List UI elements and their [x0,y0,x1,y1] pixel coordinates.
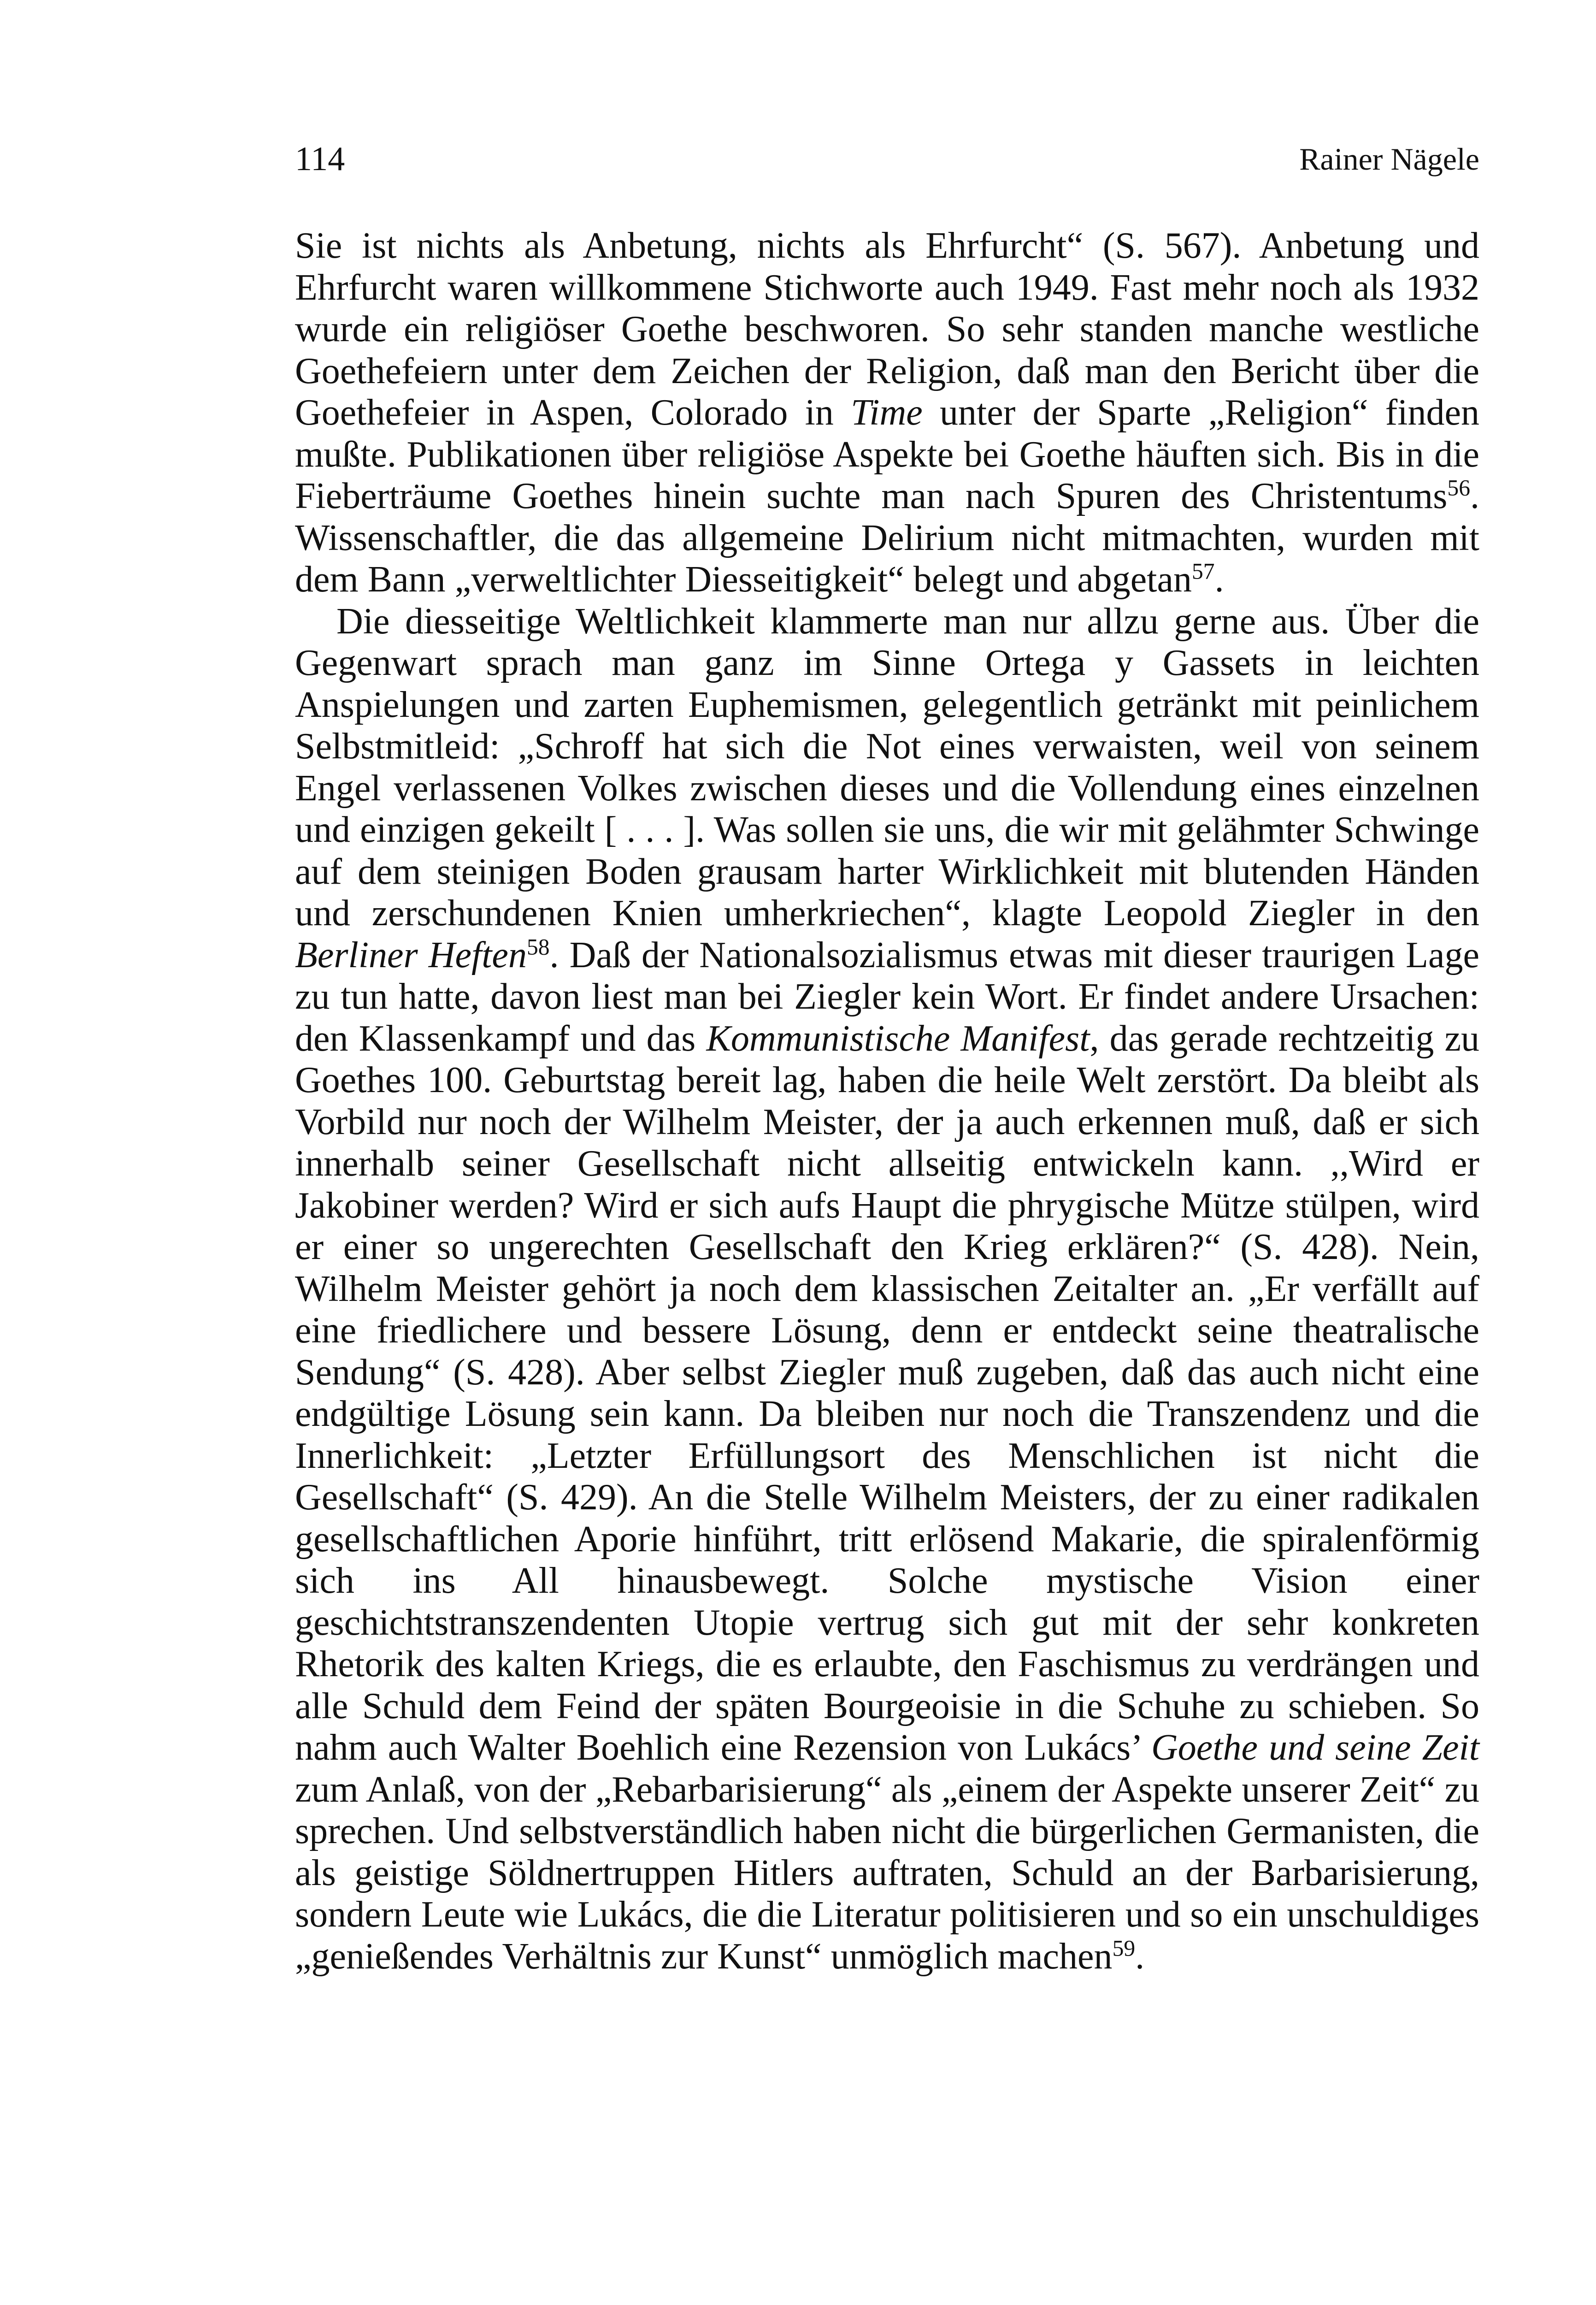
text-run: . [1214,559,1224,600]
italic-title: Goethe und seine Zeit [1151,1727,1480,1768]
text-run: . Daß der Nationalsozialismus etwas mit dieser traurigen Lage zu tun hatte, davon liest man bei Ziegler kein Wort. Er findet andere Ursachen: den Klassenkampf und das [295,934,1480,1059]
text-run: zum Anlaß, von der „Rebarbarisierung“ als „einem der Aspekte unserer Zeit“ zu sprechen. Und selbstverständlich haben nicht die bürgerlichen Germanisten, die als geistige Söldnertruppen Hitlers auftraten, Schuld an der Barbarisierung, sondern Leute wie Lukács, die die Literatur politisieren und so ein unschuldiges „genießendes Verhältnis zur Kunst“ unmöglich machen [295,1769,1479,1977]
text-run: unter der Sparte „Religion“ finden mußte. Publikationen über religiöse Aspekte bei Goethe häuften sich. Bis in die Fieberträume Goethes hinein suchte man nach Spuren des Christentums [295,392,1479,516]
page-number: 114 [295,140,345,178]
text-run: Sie ist nichts als Anbetung, nichts als Ehrfurcht“ (S. 567). Anbetung und Ehrfurcht waren willkommene Stichworte auch 1949. Fast mehr noch als 1932 wurde ein religiöser Goethe beschworen. So sehr standen manche westliche Goethefeiern unter dem Zeichen der Religion, daß man den Bericht über die Goethefeier in Aspen, Colorado in [295,225,1479,433]
footnote-ref: 56 [1447,475,1470,501]
page-header [295,134,1479,189]
text-run: . Wissenschaftler, die das allgemeine Delirium nicht mitmachten, wurden mit dem Bann „verweltlichter Diesseitigkeit“ belegt und abgetan [295,476,1479,600]
footnote-ref: 58 [526,934,550,960]
italic-title: Berliner Heften [295,934,527,975]
footnote-ref: 59 [1112,1935,1136,1961]
italic-title: Kommunistische Manifest [706,1018,1090,1059]
paragraph [295,601,1479,1978]
text-run: , das gerade rechtzeitig zu Goethes 100. Geburtstag bereit lag, haben die heile Welt zerstört. Da bleibt als Vorbild nur noch der Wilhelm Meister, der ja auch erkennen muß, daß er sich innerhalb seiner Gesellschaft nicht allseitig entwickeln kann. ,,Wird er Jakobiner werden? Wird er sich aufs Haupt die phrygische Mütze stülpen, wird er einer so ungerechten Gesellschaft den Krieg erklären?“ (S. 428). Nein, Wilhelm Meister gehört ja noch dem klassischen Zeitalter an. „Er verfällt auf eine friedlichere und bessere Lösung, denn er entdeckt seine theatralische Sendung“ (S. 428). Aber selbst Ziegler muß zugeben, daß das auch nicht eine endgültige Lösung sein kann. Da bleiben nur noch die Transzendenz und die Innerlichkeit: „Letzter Erfüllungsort des Menschlichen ist nicht die Gesellschaft“ (S. 429). An die Stelle Wilhelm Meisters, der zu einer radikalen gesellschaftlichen Aporie hinführt, tritt erlösend Makarie, die spiralenförmig sich ins All hinausbewegt. Solche mystische Vision einer geschichtstranszendenten Utopie vertrug sich gut mit der sehr konkreten Rhetorik des kalten Kriegs, die es erlaubte, den Faschismus zu verdrängen und alle Schuld dem Feind der späten Bourgeoisie in die Schuhe zu schieben. So nahm auch Walter Boehlich eine Rezension von Lukács’ [295,1018,1480,1768]
footnote-ref: 57 [1191,558,1215,584]
text-run: Die diesseitige Weltlichkeit klammerte man nur allzu gerne aus. Über die Gegenwart sprach man ganz im Sinne Ortega y Gassets in leichten Anspielungen und zarten Euphemismen, gelegentlich getränkt mit peinlichem Selbstmitleid: „Schroff hat sich die Not eines verwaisten, weil von seinem Engel verlassenen Volkes zwischen dieses und die Vollendung eines einzelnen und einzigen gekeilt [ . . . ]. Was sollen sie uns, die wir mit gelähmter Schwinge auf dem steinigen Boden grausam harter Wirklichkeit mit blutenden Händen und zerschundenen Knien umherkriechen“, klagte Leopold Ziegler in den [295,601,1479,934]
text-run: . [1135,1936,1145,1977]
paragraph [295,225,1479,601]
italic-title: Time [851,392,923,433]
body-text [295,225,1479,1977]
running-head-author: Rainer Nägele [1299,142,1479,177]
